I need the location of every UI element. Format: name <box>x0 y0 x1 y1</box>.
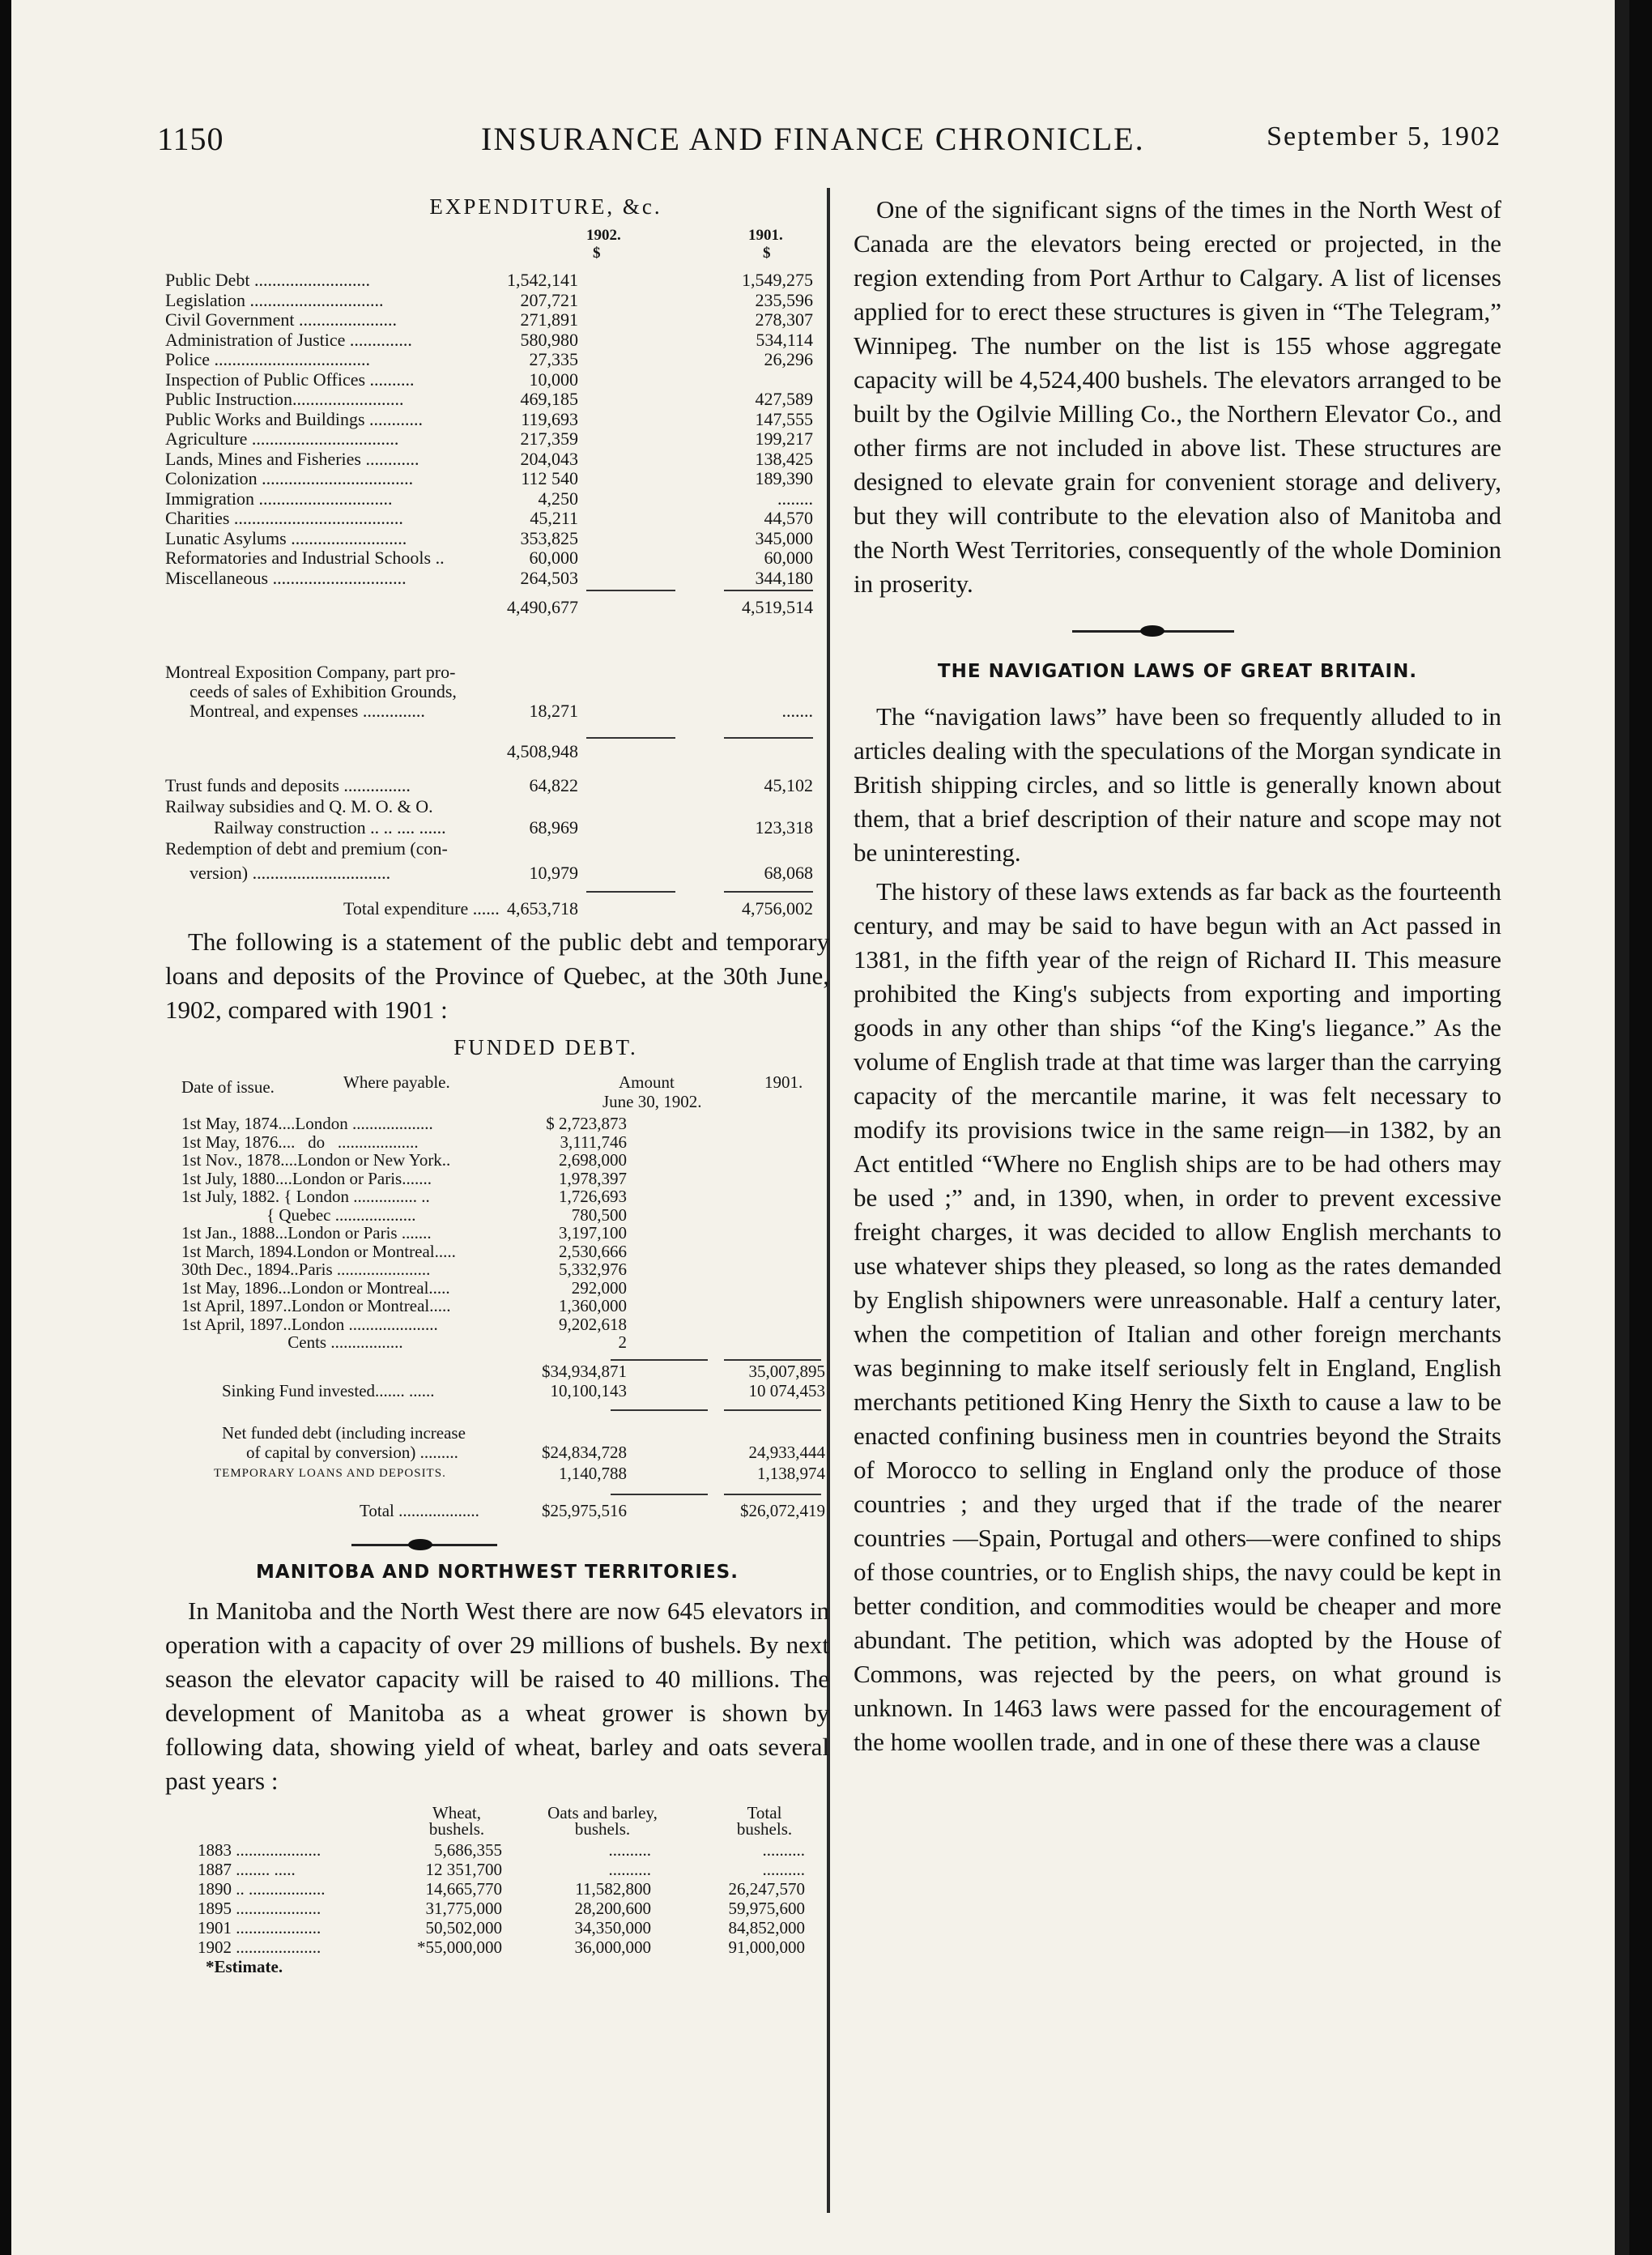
expenditure-value-1901: 199,217 <box>755 428 813 449</box>
grain-row <box>198 1860 829 1879</box>
railway-line-1: Railway subsidies and Q. M. O. & O. <box>165 796 433 816</box>
grain-wheat: 50,502,000 <box>425 1918 502 1937</box>
gross-debt-row: $34,934,871 35,007,895 <box>542 1362 825 1381</box>
expenditure-value-1901: 138,425 <box>755 448 813 469</box>
funded-debt-issue: Cents ................. <box>181 1332 403 1352</box>
year-1902-header: 1902. <box>586 227 621 244</box>
expenditure-value-1902: 27,335 <box>529 349 578 369</box>
funded-debt-table <box>165 1035 829 1578</box>
expenditure-value-1902: 119,693 <box>521 408 578 429</box>
expenditure-label: Colonization .................................. <box>165 468 414 488</box>
expenditure-label: Reformatories and Industrial Schools .. <box>165 548 445 568</box>
navigation-heading: THE NAVIGATION LAWS OF GREAT BRITAIN. <box>937 661 1418 682</box>
statement-paragraph: The following is a statement of the public debt and temporary loans and deposits of the Province of Quebec, at the 30th June, 1902, compared with 1901 : <box>165 927 829 1024</box>
expenditure-value-1902: 4,250 <box>538 488 578 509</box>
funded-debt-issue: 1st May, 1874....London ................... <box>181 1114 433 1133</box>
expenditure-row <box>165 450 813 469</box>
grain-wheat: 31,775,000 <box>425 1899 502 1918</box>
expenditure-label: Administration of Justice .............. <box>165 329 412 350</box>
funded-debt-row <box>181 1133 829 1151</box>
grain-oats-barley: 34,350,000 <box>574 1918 651 1937</box>
expenditure-value-1902: 469,185 <box>520 389 578 409</box>
navigation-paragraph-2: The history of these laws extends as far back as the fourteenth century, and may be said to have begun with an Act passed in 1381, in the fifth year of the reign of Richard II. This measure prohibited the King's subjects from exporting and importing goods in any other than ships “of the King's liegance.” As the volume of English trade at that time was larger than the carrying capacity of the mercantile marine, it was felt necessary to modify its provisions twice in the same reign—in 1382, by an Act entitled “Where no English ships are to be had others may be used ;” and, in 1390, when, in order to prevent excessive freight charges, it was decided to allow English merchants to use whatever ships they pleased, so long as the rates demanded by English shipowners were unreasonable. Half a century later, when the competition of Italian and other foreign merchants was beginning to make itself seriously felt in England, English merchants petitioned King Henry the Sixth to cause a law to be enacted confining business men in countries beyond the Straits of Morocco to selling in England only the produce of those countries ; and they urged that if the trade of the nearer countries —Spain, Portugal and others—were confined to ships of those countries, or to English ships, the navy could be kept in better condition, and commodities would be cheaper and more abundant. The petition, which was adopted by the House of Commons, was rejected by the peers, on what ground is unknown. In 1463 laws were passed for the encouragement of the home woollen trade, and in one of these there was a clause <box>854 877 1501 1756</box>
expenditure-value-1902: 580,980 <box>520 329 578 350</box>
section-ornament-right <box>854 619 1501 643</box>
right-column <box>854 193 1501 1759</box>
col-wheat: Wheat, <box>432 1803 482 1822</box>
funded-debt-issue: 1st July, 1882. { London ............... .. <box>181 1187 430 1206</box>
grain-row <box>198 1879 829 1899</box>
net-debt-line-2: of capital by conversion) ......... $24,834,728 24,933,444 <box>246 1443 825 1462</box>
estimate-footnote: *Estimate. <box>206 1957 283 1976</box>
grain-wheat: *55,000,000 <box>417 1937 502 1957</box>
expenditure-row <box>165 390 813 409</box>
grain-wheat: 14,665,770 <box>425 1879 502 1899</box>
expenditure-label: Lunatic Asylums .......................... <box>165 527 407 548</box>
navigation-paragraph-1: The “navigation laws” have been so frequently alluded to in articles dealing with the speculations of the Morgan syndicate in British shipping circles, and so little is generally known about them, that a brief description of their nature and scope may not be uninteresting. <box>854 702 1501 867</box>
expenditure-label: Civil Government ...................... <box>165 309 397 330</box>
expenditure-row <box>165 509 813 528</box>
funded-debt-amount: 3,111,746 <box>560 1132 627 1152</box>
grain-row <box>198 1899 829 1918</box>
expenditure-table <box>165 194 829 931</box>
newspaper-page <box>11 0 1629 2255</box>
grain-oats-barley: 36,000,000 <box>574 1937 651 1957</box>
col-amount: Amount <box>619 1072 675 1092</box>
expenditure-label: Miscellaneous .............................. <box>165 567 407 588</box>
grain-total: 26,247,570 <box>728 1879 805 1899</box>
expenditure-value-1902: 217,359 <box>520 428 578 449</box>
col-amount-date: June 30, 1902. <box>602 1092 702 1111</box>
funded-debt-issue: 1st April, 1897..London or Montreal..... <box>181 1296 451 1315</box>
manitoba-heading: MANITOBA AND NORTHWEST TERRITORIES. <box>256 1562 739 1583</box>
issue-date: September 5, 1902 <box>1267 121 1501 151</box>
expenditure-row <box>165 310 813 330</box>
col-total-unit: bushels. <box>736 1819 793 1839</box>
expenditure-label: Lands, Mines and Fisheries ............ <box>165 448 419 469</box>
grain-oats-barley: .......... <box>608 1840 651 1860</box>
funded-debt-issue: 1st March, 1894.London or Montreal..... <box>181 1241 456 1261</box>
expenditure-value-1901: 189,390 <box>755 468 813 488</box>
grain-wheat: 5,686,355 <box>434 1840 502 1860</box>
grain-row <box>198 1937 829 1957</box>
funded-debt-amount: 1,360,000 <box>559 1296 627 1315</box>
expenditure-subtotal-2: 4,508,948 <box>507 741 578 761</box>
col-oats-unit: bushels. <box>574 1819 631 1839</box>
col-oats-barley: Oats and barley, <box>547 1803 658 1822</box>
expenditure-row <box>165 370 813 390</box>
grain-total: 91,000,000 <box>728 1937 805 1957</box>
redemption-line-1: Redemption of debt and premium (con- <box>165 838 448 859</box>
funded-debt-row <box>181 1187 829 1205</box>
funded-debt-issue: 30th Dec., 1894..Paris ...................... <box>181 1260 431 1279</box>
expenditure-subtotal: 4,490,677 4,519,514 <box>507 597 813 617</box>
left-column <box>165 194 829 1976</box>
trust-funds-row: Trust funds and deposits ............... 64,822 45,102 <box>165 775 813 795</box>
expenditure-value-1901: 344,180 <box>755 567 813 588</box>
funded-debt-amount: 3,197,100 <box>559 1223 627 1243</box>
expenditure-label: Inspection of Public Offices .......... <box>165 369 415 390</box>
funded-debt-amount: 292,000 <box>571 1277 627 1298</box>
funded-debt-row <box>181 1315 829 1333</box>
expenditure-value-1901: 1,549,275 <box>742 270 813 290</box>
expenditure-label: Public Instruction......................... <box>165 389 404 409</box>
expenditure-value-1901: 427,589 <box>755 389 813 409</box>
expenditure-value-1902: 60,000 <box>529 548 578 568</box>
grain-wheat: 12 351,700 <box>425 1860 502 1879</box>
temporary-loans-row: TEMPORARY LOANS AND DEPOSITS. 1,140,788 1,138,974 <box>214 1464 825 1483</box>
page-number: 1150 <box>157 121 224 157</box>
montreal-line-1: Montreal Exposition Company, part pro- <box>165 662 456 682</box>
elevators-paragraph: One of the significant signs of the times in the North West of Canada are the elevators being erected or projected, in the region extending from Port Arthur to Calgary. A list of licenses applied for to erect these structures is given in “The Telegram,” Winnipeg. The number on the list is 155 whose aggregate capacity will be 4,524,400 bushels. The elevators arranged to be built by the Ogilvie Milling Co., the Northern Elevator Co., and other firms are not included in above list. These structures are designed to elevate grain for convenient storage and delivery, but they will contribute to the elevation also of Manitoba and the North West Territories, consequently of the whole Dominion in proserity. <box>854 195 1501 598</box>
col-1901: 1901. <box>764 1072 803 1092</box>
grain-total: 59,975,600 <box>728 1899 805 1918</box>
expenditure-row <box>165 529 813 548</box>
railway-line-2: Railway construction .. .. .... ...... 68,969 123,318 <box>214 817 813 838</box>
grain-year: 1902 .................... <box>198 1937 321 1957</box>
expenditure-value-1901: 26,296 <box>764 349 813 369</box>
funded-debt-row <box>181 1243 829 1260</box>
expenditure-value-1901: ........ <box>777 488 813 509</box>
currency-1901: $ <box>763 245 771 262</box>
expenditure-row <box>165 469 813 488</box>
grain-total: .......... <box>762 1840 805 1860</box>
expenditure-value-1902: 204,043 <box>520 448 578 469</box>
funded-debt-amount: $ 2,723,873 <box>546 1114 627 1133</box>
expenditure-value-1901: 345,000 <box>755 527 813 548</box>
funded-debt-issue: 1st July, 1880....London or Paris....... <box>181 1168 432 1188</box>
montreal-line-3: Montreal, and expenses .............. 18,271 ....... <box>189 701 813 721</box>
montreal-line-2: ceeds of sales of Exhibition Grounds, <box>189 681 457 701</box>
funded-debt-issue: 1st April, 1897..London ..................... <box>181 1314 438 1334</box>
expenditure-value-1902: 207,721 <box>520 289 578 310</box>
grain-total: 84,852,000 <box>728 1918 805 1937</box>
funded-debt-amount: 1,726,693 <box>559 1187 627 1206</box>
col-date-of-issue: Date of issue. <box>181 1077 275 1097</box>
sinking-fund-row: Sinking Fund invested....... ...... 10,100,143 10 074,453 <box>222 1381 825 1400</box>
expenditure-value-1901: 44,570 <box>764 508 813 528</box>
funded-debt-amount: 780,500 <box>571 1204 627 1225</box>
funded-debt-row <box>181 1260 829 1278</box>
grain-row <box>198 1840 829 1860</box>
expenditure-label: Public Works and Buildings ............ <box>165 408 424 429</box>
expenditure-value-1902: 112 540 <box>521 468 578 488</box>
expenditure-label: Police ................................... <box>165 349 370 369</box>
expenditure-label: Immigration .............................. <box>165 488 393 509</box>
publication-title: INSURANCE AND FINANCE CHRONICLE. <box>481 121 1145 157</box>
expenditure-value-1901: 278,307 <box>755 309 813 330</box>
funded-debt-issue: { Quebec ................... <box>181 1204 416 1225</box>
expenditure-label: Legislation .............................. <box>165 289 384 310</box>
expenditure-value-1902: 264,503 <box>520 567 578 588</box>
expenditure-row <box>165 350 813 369</box>
expenditure-value-1901: 235,596 <box>755 289 813 310</box>
expenditure-value-1901: 60,000 <box>764 548 813 568</box>
funded-debt-amount: 9,202,618 <box>559 1314 627 1334</box>
grain-row <box>198 1918 829 1937</box>
expenditure-value-1902: 1,542,141 <box>507 270 578 290</box>
col-where-payable: Where payable. <box>343 1072 450 1092</box>
expenditure-row <box>165 271 813 290</box>
expenditure-label: Public Debt .......................... <box>165 270 370 290</box>
funded-debt-title: FUNDED DEBT. <box>453 1035 638 1059</box>
funded-debt-row <box>181 1170 829 1187</box>
expenditure-value-1902: 10,000 <box>529 369 578 390</box>
grain-year: 1887 ........ ..... <box>198 1860 296 1879</box>
expenditure-row <box>165 569 813 588</box>
expenditure-row <box>165 330 813 350</box>
funded-debt-issue: 1st May, 1896...London or Montreal..... <box>181 1277 450 1298</box>
expenditure-value-1902: 353,825 <box>520 527 578 548</box>
year-1901-header: 1901. <box>748 227 783 244</box>
funded-debt-row <box>181 1115 829 1132</box>
funded-debt-issue: 1st Nov., 1878....London or New York.. <box>181 1150 451 1170</box>
grain-year: 1901 .................... <box>198 1918 321 1937</box>
manitoba-paragraph: In Manitoba and the North West there are now 645 elevators in operation with a capacity of over 29 millions of bushels. By next season the elevator capacity will be raised to 40 millions. The development of Manitoba as a wheat grower is shown by following data, showing yield of wheat, barley and oats several past years : <box>165 1596 829 1795</box>
grain-oats-barley: 11,582,800 <box>575 1879 651 1899</box>
section-ornament <box>165 1532 829 1557</box>
expenditure-row <box>165 410 813 429</box>
expenditure-row <box>165 291 813 310</box>
funded-debt-row <box>181 1151 829 1169</box>
grain-year: 1883 .................... <box>198 1840 321 1860</box>
net-debt-line-1: Net funded debt (including increase <box>222 1423 466 1443</box>
funded-debt-amount: 2 <box>618 1332 627 1352</box>
funded-debt-issue: 1st May, 1876.... do ................... <box>181 1132 419 1152</box>
redemption-line-2: version) ............................... 10,979 68,068 <box>189 863 813 883</box>
funded-debt-amount: 1,978,397 <box>559 1168 627 1188</box>
funded-total-row: Total ................... $25,975,516 $26,072,419 <box>360 1501 825 1520</box>
expenditure-value-1901: 147,555 <box>755 408 813 429</box>
grain-year: 1890 .. .................. <box>198 1879 326 1899</box>
funded-debt-row <box>181 1224 829 1242</box>
expenditure-value-1902: 271,891 <box>520 309 578 330</box>
expenditure-label: Agriculture ................................. <box>165 428 399 449</box>
funded-debt-amount: 5,332,976 <box>559 1260 627 1279</box>
grain-yield-table <box>165 1803 829 1976</box>
expenditure-label: Charities ...................................... <box>165 508 403 528</box>
expenditure-row <box>165 429 813 449</box>
col-total: Total <box>747 1803 782 1822</box>
total-expenditure-row: Total expenditure ...... 4,653,718 4,756,002 <box>343 898 813 919</box>
funded-debt-amount: 2,530,666 <box>559 1241 627 1261</box>
page-header <box>157 120 1501 160</box>
col-wheat-unit: bushels. <box>428 1819 485 1839</box>
grain-year: 1895 .................... <box>198 1899 321 1918</box>
funded-debt-row <box>181 1279 829 1297</box>
grain-total: .......... <box>762 1860 805 1879</box>
expenditure-row <box>165 548 813 568</box>
expenditure-value-1902: 45,211 <box>530 508 578 528</box>
expenditure-title: EXPENDITURE, &c. <box>429 194 662 219</box>
funded-debt-row <box>181 1206 829 1224</box>
funded-debt-amount: 2,698,000 <box>559 1150 627 1170</box>
funded-debt-issue: 1st Jan., 1888...London or Paris ....... <box>181 1223 432 1243</box>
expenditure-row <box>165 489 813 509</box>
currency-1902: $ <box>593 245 601 262</box>
grain-oats-barley: 28,200,600 <box>574 1899 651 1918</box>
expenditure-value-1901: 534,114 <box>756 329 813 350</box>
funded-debt-row <box>181 1333 829 1351</box>
funded-debt-row <box>181 1297 829 1315</box>
grain-oats-barley: .......... <box>608 1860 651 1879</box>
